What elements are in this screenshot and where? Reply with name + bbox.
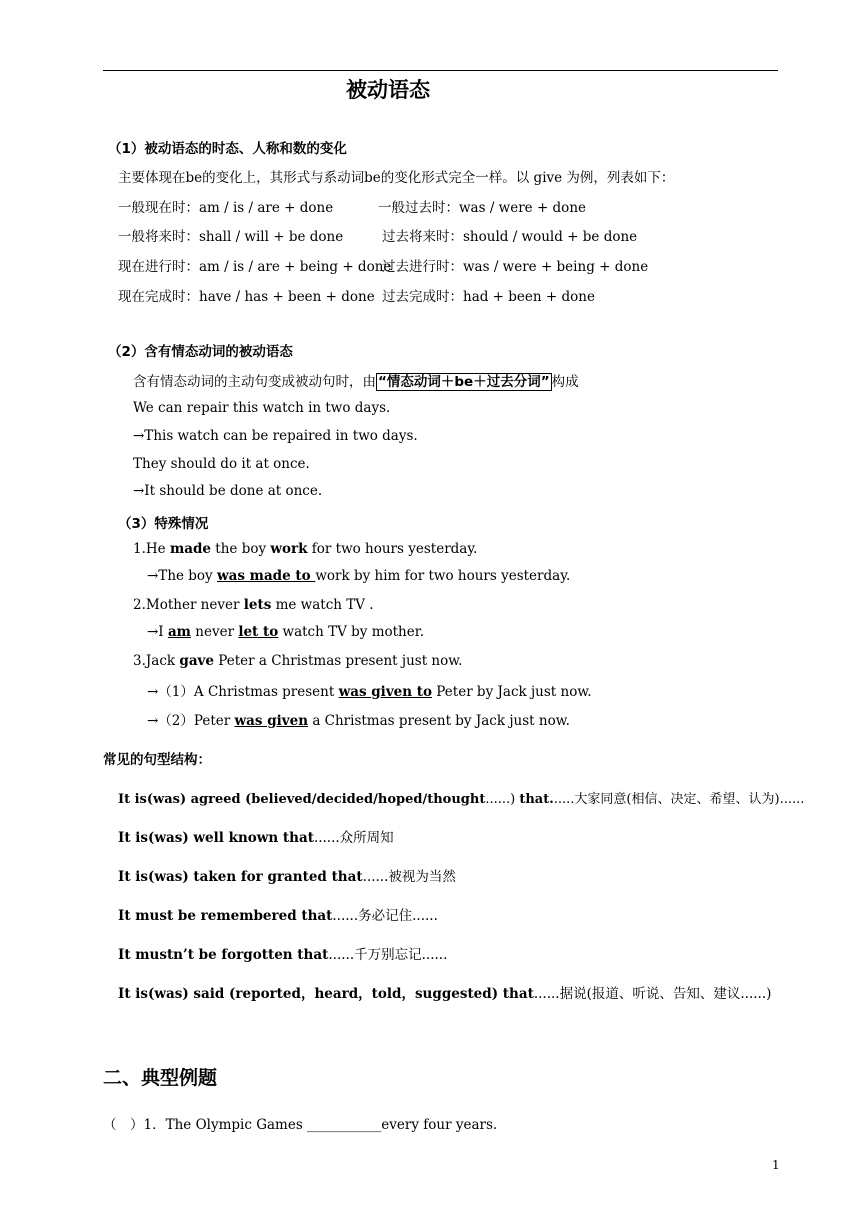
pattern-1: It is(was) agreed (believed/decided/hoped/thought......) that......大家同意(相信、决定、希望、认为)...... — [118, 792, 805, 807]
question-1: （ ）1．The Olympic Games ___________every four years. — [103, 1117, 498, 1133]
special-example-2: 2.Mother never lets me watch TV . — [133, 597, 374, 613]
section2-heading: （2）含有情态动词的被动语态 — [108, 344, 293, 360]
tense-row-3-left: 现在进行时：am / is / are + being + done — [118, 259, 392, 275]
special-example-3-passive-1: →（1）A Christmas present was given to Peter by Jack just now. — [147, 684, 592, 700]
section3-heading: （3）特殊情况 — [118, 516, 209, 532]
tense-row-1-right: 一般过去时：was / were + done — [378, 200, 586, 216]
part2-heading: 二、典型例题 — [103, 1067, 218, 1089]
special-example-3: 3.Jack gave Peter a Christmas present just now. — [133, 653, 463, 669]
page-title: 被动语态 — [346, 78, 430, 102]
example-active-2: They should do it at once. — [133, 456, 310, 472]
tense-row-4-left: 现在完成时：have / has + been + done — [118, 289, 375, 305]
special-example-2-passive: →I am never let to watch TV by mother. — [147, 624, 425, 640]
tense-row-2-left: 一般将来时：shall / will + be done — [118, 229, 344, 245]
pattern-2: It is(was) well known that......众所周知 — [118, 830, 394, 846]
pattern-3: It is(was) taken for granted that......被视为当然 — [118, 869, 456, 885]
tense-row-2-right: 过去将来时：should / would + be done — [382, 229, 638, 245]
page-number: 1 — [772, 1158, 780, 1172]
example-passive-1: →This watch can be repaired in two days. — [133, 428, 418, 444]
section1-heading: （1）被动语态的时态、人称和数的变化 — [108, 141, 347, 157]
example-passive-2: →It should be done at once. — [133, 483, 323, 499]
patterns-heading: 常见的句型结构： — [103, 752, 211, 768]
tense-row-3-right: 过去进行时：was / were + being + done — [382, 259, 649, 275]
section2-intro: 含有情态动词的主动句变成被动句时，由 “情态动词＋be＋过去分词” 构成 — [133, 374, 579, 390]
tense-row-4-right: 过去完成时：had + been + done — [382, 289, 595, 305]
pattern-4: It must be remembered that......务必记住...... — [118, 908, 438, 924]
special-example-1: 1.He made the boy work for two hours yesterday. — [133, 541, 478, 557]
header-rule — [103, 70, 778, 71]
section1-intro: 主要体现在be的变化上，其形式与系动词be的变化形式完全一样。以 give 为例，列表如下： — [118, 170, 675, 186]
pattern-5: It mustn’t be forgotten that......千万别忘记...... — [118, 947, 448, 963]
tense-row-1-left: 一般现在时：am / is / are + done — [118, 200, 334, 216]
pattern-6: It is(was) said (reported，heard，told，suggested) that......据说(报道、听说、告知、建议......) — [118, 986, 772, 1002]
example-active-1: We can repair this watch in two days. — [133, 400, 391, 416]
formula-box: “情态动词＋be＋过去分词” — [378, 374, 550, 390]
special-example-1-passive: →The boy was made to work by him for two hours yesterday. — [147, 568, 571, 584]
special-example-3-passive-2: →（2）Peter was given a Christmas present by Jack just now. — [147, 713, 570, 729]
